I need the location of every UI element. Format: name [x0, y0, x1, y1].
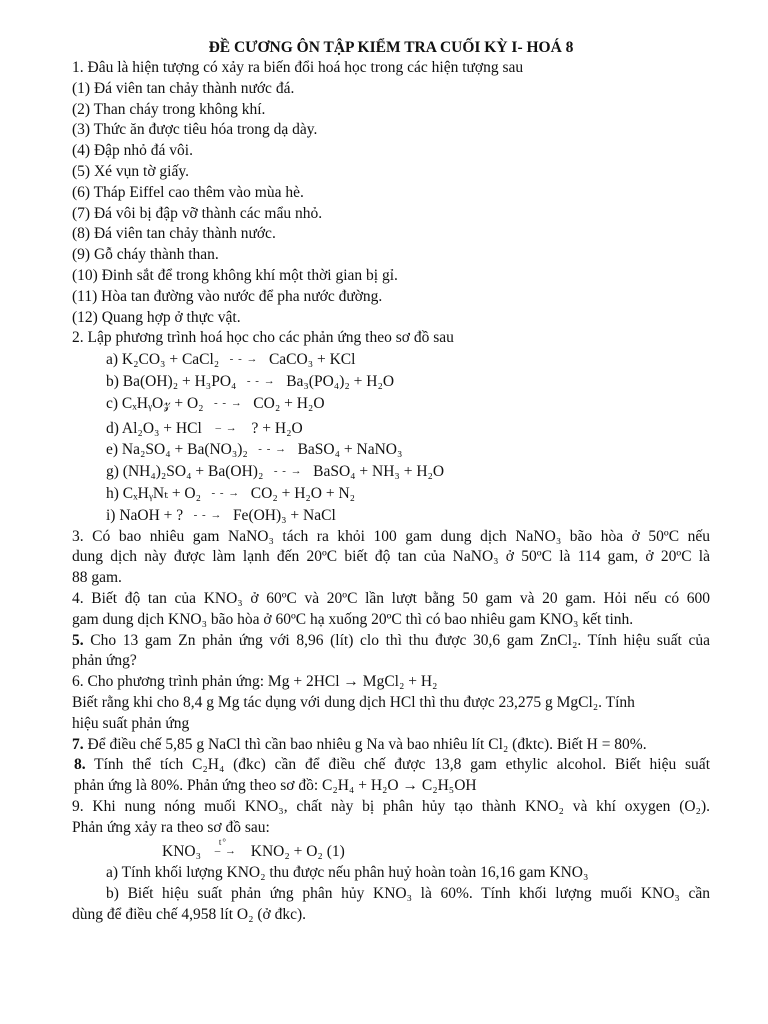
question-9b-cont: dùng để điều chế 4,958 lít O₂ (ở đkc).: [72, 905, 306, 923]
list-item: (12) Quang hợp ở thực vật.: [72, 308, 241, 326]
question-8-line: [72, 755, 710, 776]
question-number: 5.: [72, 631, 84, 649]
equation-g-right: BaSO₄ + NH₃ + H₂O: [313, 463, 445, 481]
question-9a: a) Tính khối lượng KNO₂ thu được nếu phân huỷ hoàn toàn 16,16 gam KNO₃: [106, 864, 589, 882]
reaction-arrow: - - →: [258, 443, 288, 456]
equation-d-right: ? + H₂O: [251, 419, 303, 437]
question-number: 7.: [72, 735, 84, 753]
question-8: [72, 755, 710, 797]
equation-right: KNO₂ + O₂ (1): [250, 843, 345, 861]
question-8-text: Tính thể tích C₂H₄ (đkc) cần để điều chế được 13,8 gam ethylic alcohol. Biết hiệu suất: [85, 756, 710, 774]
reaction-arrow: - - →: [193, 508, 223, 521]
document-title: ĐỀ CƯƠNG ÔN TẬP KIỂM TRA CUỐI KỲ I- HOÁ 8: [208, 39, 574, 56]
list-item: (9) Gỗ cháy thành than.: [72, 246, 219, 264]
equation-b: [72, 371, 710, 393]
question-4-line: 4. Biết độ tan của KNO₃ ở 60ºC và 20ºC lần lượt bằng 50 gam và 20 gam. Hỏi nếu có 600: [72, 589, 710, 607]
equation-c-right: CO₂ + H₂O: [253, 394, 325, 412]
question-6-line: hiệu suất phản ứng: [72, 714, 190, 732]
equation-b-right: Ba₃(PO₄)₂ + H₂O: [286, 372, 395, 390]
question-9b: b) Biết hiệu suất phản ứng phân hủy KNO₃ là 60%. Tính khối lượng muối KNO₃ cần: [106, 885, 710, 903]
question-1: [72, 58, 710, 328]
heat-arrow: [205, 837, 247, 862]
equation-i-right: Fe(OH)₃ + NaCl: [232, 506, 336, 524]
equation-a: [72, 349, 710, 371]
equation-c-left: c) CₓHᵧO𝓏 + O₂: [106, 394, 204, 412]
equation-d-left: d) Al₂O₃ + HCl: [106, 419, 202, 437]
list-item: (4) Đập nhỏ đá vôi.: [72, 142, 193, 160]
question-7: [72, 735, 710, 756]
question-1-stem: 1. Đâu là hiện tượng có xảy ra biến đổi hoá học trong các hiện tượng sau: [72, 59, 524, 76]
list-item: (11) Hòa tan đường vào nước để pha nước đường.: [72, 287, 383, 305]
list-item: (1) Đá viên tan chảy thành nước đá.: [72, 79, 295, 97]
equation-i: [72, 505, 710, 527]
equation-b-left: b) Ba(OH)₂ + H₃PO₄: [106, 372, 237, 390]
list-item: (10) Đinh sắt để trong không khí một thời gian bị gỉ.: [72, 266, 398, 284]
equation-d: [72, 418, 710, 440]
equation-h-left: h) CₓHᵧNₜ + O₂: [106, 484, 202, 502]
question-9-line: 9. Khi nung nóng muối KNO₃, chất này bị phân hủy tạo thành KNO₂ và khí oxygen (O₂).: [72, 797, 710, 815]
question-4: [72, 589, 710, 631]
equation-a-left: a) K₂CO₃ + CaCl₂: [106, 351, 220, 369]
question-5-line: [72, 631, 710, 652]
question-9-line: Phản ứng xảy ra theo sơ đồ sau:: [72, 818, 270, 836]
reaction-arrow: - - →: [211, 486, 241, 499]
list-item: (6) Tháp Eiffel cao thêm vào mùa hè.: [72, 183, 304, 201]
decomposition-equation: [72, 837, 710, 863]
list-item: (5) Xé vụn tờ giấy.: [72, 162, 189, 180]
question-7-line: [72, 735, 710, 756]
question-3-line: 88 gam.: [72, 569, 122, 587]
question-3: [72, 527, 710, 589]
equation-c: [72, 393, 710, 415]
heat-label: t°: [218, 837, 227, 848]
equation-e-right: BaSO₄ + NaNO₃: [297, 441, 403, 459]
question-number: 8.: [74, 756, 86, 774]
equation-e-left: e) Na₂SO₄ + Ba(NO₃)₂: [106, 441, 248, 459]
equation-g: [72, 461, 710, 483]
question-4-line: gam dung dịch KNO₃ bão hòa ở 60ºC hạ xuống 20ºC thì có bao nhiêu gam KNO₃ kết tinh.: [72, 610, 634, 628]
question-6-line: Biết rằng khi cho 8,4 g Mg tác dụng với dung dịch HCl thì thu được 23,275 g MgCl₂. Tính: [72, 693, 635, 711]
equation-left: KNO₃: [162, 843, 201, 861]
question-9: [72, 797, 710, 926]
question-6: [72, 672, 710, 734]
question-3-line: 3. Có bao nhiêu gam NaNO₃ tách ra khỏi 100 gam dung dịch NaNO₃ bão hòa ở 50ºC nếu: [72, 527, 710, 545]
question-5-text: Cho 13 gam Zn phản ứng với 8,96 (lít) clo thì thu được 30,6 gam ZnCl₂. Tính hiệu suất của: [83, 631, 710, 649]
arrow-glyph: – →: [214, 845, 237, 858]
question-7-text: Để điều chế 5,85 g NaCl thì cần bao nhiêu g Na và bao nhiêu lít Cl₂ (đktc). Biết H = 80%.: [83, 735, 647, 753]
question-6-line: 6. Cho phương trình phản ứng: Mg + 2HCl → MgCl₂ + H₂: [72, 673, 438, 691]
reaction-arrow: - - →: [214, 396, 243, 409]
equation-i-left: i) NaOH + ?: [106, 506, 184, 524]
equation-a-right: CaCO₃ + KCl: [268, 351, 356, 369]
question-5: [72, 631, 710, 673]
list-item: (2) Than cháy trong không khí.: [72, 100, 266, 118]
question-2-stem: 2. Lập phương trình hoá học cho các phản ứng theo sơ đồ sau: [72, 329, 454, 347]
question-3-line: dung dịch này được làm lạnh đến 20ºC biết độ tan của NaNO₃ ở 50ºC là 114 gam, ở 20ºC là: [72, 548, 710, 566]
reaction-arrow: - - →: [273, 465, 303, 478]
reaction-arrow: - - →: [229, 353, 259, 366]
question-8-line: phản ứng là 80%. Phản ứng theo sơ đồ: C₂H₄ + H₂O → C₂H₅OH: [74, 777, 477, 795]
equation-g-left: g) (NH₄)₂SO₄ + Ba(OH)₂: [106, 463, 264, 481]
question-2: [72, 328, 710, 526]
list-item: (7) Đá vôi bị đập vỡ thành các mẩu nhỏ.: [72, 204, 323, 222]
equation-e: [72, 439, 710, 461]
list-item: (8) Đá viên tan chảy thành nước.: [72, 225, 276, 243]
equation-h-right: CO₂ + H₂O + N₂: [250, 484, 356, 502]
reaction-arrow: - - →: [246, 374, 276, 387]
equation-h: [72, 483, 710, 505]
reaction-arrow: – →: [215, 421, 238, 434]
list-item: (3) Thức ăn được tiêu hóa trong dạ dày.: [72, 121, 318, 139]
question-5-line: phản ứng?: [72, 652, 137, 670]
